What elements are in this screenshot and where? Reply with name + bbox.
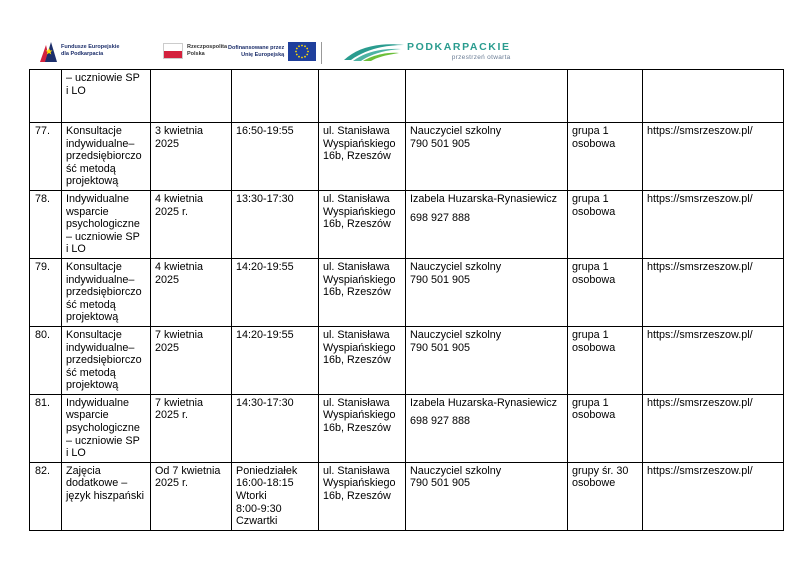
rp-text-line: Rzeczpospolita: [187, 44, 228, 50]
group-cell: [568, 190, 643, 258]
date-cell: [151, 394, 232, 462]
place-line: Wyspiańskiego: [323, 137, 396, 150]
group-line: grupa 1: [572, 260, 609, 273]
poland-flag-icon: [163, 43, 183, 59]
table-row: [30, 462, 784, 530]
date-cell: [151, 326, 232, 394]
date-cell: [151, 70, 232, 123]
activity-name-cell: [62, 190, 151, 258]
group-line: osobowe: [572, 477, 616, 490]
website-link[interactable]: https://smsrzeszow.pl/: [647, 260, 753, 273]
place-line: 16b, Rzeszów: [323, 286, 391, 299]
group-line: grupa 1: [572, 192, 609, 205]
website-link[interactable]: https://smsrzeszow.pl/: [647, 125, 753, 137]
time-cell: [232, 190, 319, 258]
activity-name-cell: [62, 70, 151, 123]
activity-name-line: projektową: [66, 175, 119, 188]
contact-person: Izabela Huzarska-Rynasiewicz: [410, 192, 558, 205]
group-line: osobowa: [572, 273, 616, 286]
group-cell: [568, 326, 643, 394]
eu-text-line: Dofinansowane przez: [228, 45, 285, 51]
group-cell: [568, 123, 643, 191]
group-line: osobowa: [572, 205, 616, 218]
place-cell: [319, 462, 406, 530]
activity-name-line: indywidualne–: [66, 137, 135, 150]
place-line: ul. Stanisława: [323, 328, 390, 341]
url-cell: [643, 190, 784, 258]
place-cell: [319, 70, 406, 123]
activity-name-line: Zajęcia: [66, 464, 101, 477]
row-number-cell: [30, 462, 62, 530]
place-cell: [319, 394, 406, 462]
activity-name-line: indywidualne–: [66, 341, 135, 354]
activity-name-line: przedsiębiorczo: [66, 354, 142, 367]
date-cell: [151, 123, 232, 191]
time-line: 14:20-19:55: [236, 328, 294, 341]
place-line: ul. Stanisława: [323, 260, 390, 273]
eu-star: [298, 45, 300, 47]
activity-name-line: – uczniowie SP: [66, 230, 140, 243]
contact-phone: 790 501 905: [410, 477, 471, 490]
activity-name-line: Indywidualne: [66, 192, 130, 205]
activity-name-line: Konsultacje: [66, 260, 122, 273]
place-cell: [319, 326, 406, 394]
website-link[interactable]: https://smsrzeszow.pl/: [647, 464, 753, 477]
contact-phone: 790 501 905: [410, 273, 471, 286]
activity-name-line: psychologiczne: [66, 422, 140, 435]
time-line: 8:00-9:30: [236, 502, 282, 515]
url-cell: [643, 123, 784, 191]
place-line: Wyspiańskiego: [323, 205, 396, 218]
row-number: 80.: [35, 328, 51, 341]
activity-name-line: przedsiębiorczo: [66, 286, 142, 299]
activity-name-line: – uczniowie SP: [66, 72, 140, 84]
contact-person: Nauczyciel szkolny: [410, 328, 502, 341]
date-line: 2025 r.: [155, 409, 189, 422]
time-cell: [232, 258, 319, 326]
date-line: 3 kwietnia: [155, 125, 204, 137]
website-link[interactable]: https://smsrzeszow.pl/: [647, 328, 753, 341]
contact-phone: 698 927 888: [410, 415, 471, 428]
eu-flag-icon: [288, 42, 316, 61]
row-number-cell: [30, 258, 62, 326]
date-line: Od 7 kwietnia: [155, 464, 221, 477]
activity-name-line: Indywidualne: [66, 396, 130, 409]
group-line: osobowa: [572, 137, 616, 150]
contact-cell: [406, 258, 568, 326]
contact-cell: [406, 462, 568, 530]
activity-name-line: wsparcie: [66, 205, 109, 218]
place-line: 16b, Rzeszów: [323, 490, 391, 503]
time-line: 14:20-19:55: [236, 260, 294, 273]
place-cell: [319, 258, 406, 326]
activity-name-line: projektową: [66, 379, 119, 392]
contact-cell: [406, 123, 568, 191]
date-line: 2025 r.: [155, 205, 189, 218]
fe-star-icon: [40, 42, 57, 62]
eu-star: [307, 48, 309, 50]
place-line: 16b, Rzeszów: [323, 218, 391, 231]
place-line: Wyspiańskiego: [323, 273, 396, 286]
row-number: 82.: [35, 464, 51, 477]
activity-name-line: dodatkowe –: [66, 477, 128, 490]
contact-person: Nauczyciel szkolny: [410, 260, 502, 273]
activity-name-cell: [62, 394, 151, 462]
activity-name-line: i LO: [66, 243, 86, 256]
date-line: 7 kwietnia: [155, 396, 204, 409]
table-row: [30, 70, 784, 123]
group-line: grupa 1: [572, 396, 609, 409]
table-row: [30, 394, 784, 462]
contact-cell: [406, 326, 568, 394]
website-link[interactable]: https://smsrzeszow.pl/: [647, 396, 753, 409]
date-line: 2025: [155, 273, 180, 286]
row-number-cell: [30, 123, 62, 191]
contact-cell: [406, 190, 568, 258]
url-cell: [643, 462, 784, 530]
group-line: osobowa: [572, 341, 616, 354]
group-line: osobowa: [572, 409, 616, 422]
activity-name-line: przedsiębiorczo: [66, 150, 142, 163]
time-line: 16:50-19:55: [236, 125, 294, 137]
url-cell: [643, 258, 784, 326]
row-number-cell: [30, 394, 62, 462]
contact-cell: [406, 70, 568, 123]
row-number: 79.: [35, 260, 51, 273]
contact-person: Nauczyciel szkolny: [410, 464, 502, 477]
eu-star: [296, 54, 298, 56]
time-line: Wtorki: [236, 490, 267, 503]
group-cell: [568, 258, 643, 326]
activity-name-line: ść metodą: [66, 366, 116, 379]
date-line: 2025: [155, 137, 180, 150]
row-number: 81.: [35, 396, 51, 409]
table-row: [30, 123, 784, 191]
row-number: 78.: [35, 192, 51, 205]
date-cell: [151, 462, 232, 530]
time-cell: [232, 123, 319, 191]
activity-name-cell: [62, 326, 151, 394]
time-cell: [232, 462, 319, 530]
place-cell: [319, 123, 406, 191]
eu-text-line: Unię Europejską: [241, 51, 285, 58]
activity-name-line: projektową: [66, 311, 119, 324]
date-line: 4 kwietnia: [155, 192, 204, 205]
eu-cofinanced-logo: [228, 42, 316, 61]
fe-text-line: dla Podkarpacia: [61, 50, 104, 57]
podkarpackie-logo: [343, 40, 511, 62]
row-number-cell: [30, 70, 62, 123]
activity-name-line: i LO: [66, 84, 86, 97]
place-line: ul. Stanisława: [323, 396, 390, 409]
contact-phone: 790 501 905: [410, 137, 471, 150]
activity-name-line: Konsultacje: [66, 125, 122, 137]
activity-name-line: indywidualne–: [66, 273, 135, 286]
rzeczpospolita-logo: [163, 42, 227, 59]
eu-star: [295, 51, 297, 53]
table-row: [30, 326, 784, 394]
place-line: Wyspiańskiego: [323, 409, 396, 422]
contact-person: Izabela Huzarska-Rynasiewicz: [410, 396, 558, 409]
eu-star: [304, 45, 306, 47]
fundusze-europejskie-logo: [40, 42, 119, 62]
place-line: 16b, Rzeszów: [323, 422, 391, 435]
date-line: 2025 r.: [155, 477, 189, 490]
rp-text-line: Polska: [187, 50, 205, 57]
group-line: grupa 1: [572, 125, 609, 137]
activity-name-cell: [62, 462, 151, 530]
place-line: ul. Stanisława: [323, 125, 390, 137]
time-line: Poniedziałek: [236, 464, 298, 477]
place-line: Wyspiańskiego: [323, 341, 396, 354]
eu-star: [298, 56, 300, 58]
table-row: [30, 258, 784, 326]
table-row: [30, 190, 784, 258]
activity-name-line: psychologiczne: [66, 218, 140, 231]
group-cell: [568, 70, 643, 123]
eu-star: [301, 45, 303, 47]
activity-name-line: ść metodą: [66, 162, 116, 175]
podkarpackie-swoosh-icon: [343, 40, 405, 62]
group-cell: [568, 394, 643, 462]
date-line: 7 kwietnia: [155, 328, 204, 341]
activity-name-cell: [62, 123, 151, 191]
website-link[interactable]: https://smsrzeszow.pl/: [647, 192, 753, 205]
group-cell: [568, 462, 643, 530]
activity-name-line: Konsultacje: [66, 328, 122, 341]
podkarpackie-name: PODKARPACKIE: [407, 41, 511, 53]
place-line: ul. Stanisława: [323, 464, 390, 477]
fe-text-line: Fundusze Europejskie: [61, 44, 120, 50]
activity-name-line: – uczniowie SP: [66, 434, 140, 447]
url-cell: [643, 70, 784, 123]
podkarpackie-tagline: przestrzeń otwarta: [451, 54, 511, 61]
eu-star: [301, 57, 303, 59]
place-line: ul. Stanisława: [323, 192, 390, 205]
activity-name-cell: [62, 258, 151, 326]
date-line: 4 kwietnia: [155, 260, 204, 273]
activity-name-line: i LO: [66, 447, 86, 460]
time-cell: [232, 70, 319, 123]
activity-name-line: ść metodą: [66, 298, 116, 311]
place-cell: [319, 190, 406, 258]
contact-phone: 790 501 905: [410, 341, 471, 354]
date-cell: [151, 190, 232, 258]
place-line: 16b, Rzeszów: [323, 150, 391, 163]
group-line: grupa 1: [572, 328, 609, 341]
url-cell: [643, 394, 784, 462]
time-line: 14:30-17:30: [236, 396, 294, 409]
row-number-cell: [30, 190, 62, 258]
eu-star: [307, 51, 309, 53]
row-number: 77.: [35, 125, 51, 137]
place-line: Wyspiańskiego: [323, 477, 396, 490]
contact-person: Nauczyciel szkolny: [410, 125, 502, 137]
row-number-cell: [30, 326, 62, 394]
date-cell: [151, 258, 232, 326]
schedule-table: [29, 69, 784, 531]
contact-cell: [406, 394, 568, 462]
time-line: 13:30-17:30: [236, 192, 294, 205]
logo-separator: [321, 42, 322, 64]
contact-phone: 698 927 888: [410, 211, 471, 224]
time-cell: [232, 394, 319, 462]
eu-star: [304, 56, 306, 58]
group-line: grupy śr. 30: [572, 464, 629, 477]
place-line: 16b, Rzeszów: [323, 354, 391, 367]
time-line: 16:00-18:15: [236, 477, 294, 490]
eu-star: [296, 48, 298, 50]
eu-star: [307, 54, 309, 56]
page-header: [38, 38, 558, 72]
activity-name-line: język hiszpański: [66, 490, 145, 503]
date-line: 2025: [155, 341, 180, 354]
time-cell: [232, 326, 319, 394]
time-line: Czwartki: [236, 515, 278, 528]
activity-name-line: wsparcie: [66, 409, 109, 422]
url-cell: [643, 326, 784, 394]
